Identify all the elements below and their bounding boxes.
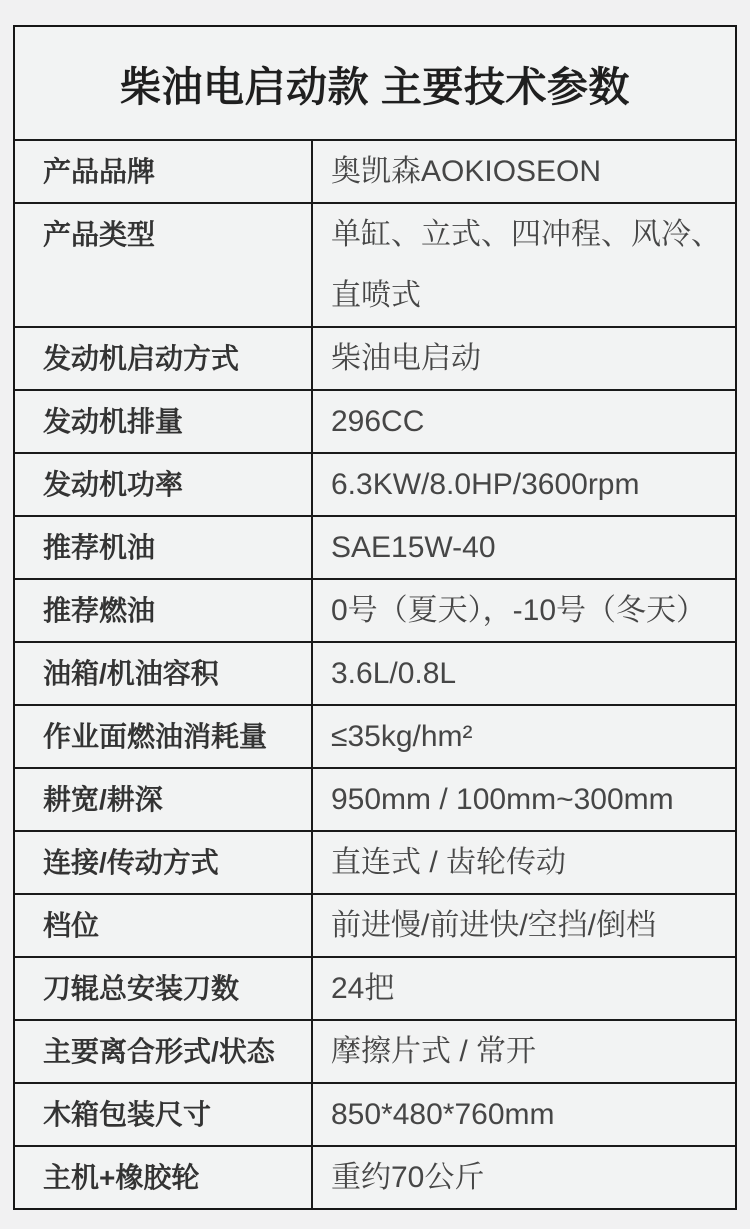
table-row bbox=[15, 578, 735, 641]
spec-rows bbox=[15, 139, 735, 1208]
spec-value: 3.6L/0.8L bbox=[331, 657, 457, 690]
spec-value: 直连式 / 齿轮传动 bbox=[331, 846, 567, 879]
spec-label: 发动机启动方式 bbox=[15, 328, 313, 389]
spec-label: 产品品牌 bbox=[15, 141, 313, 202]
spec-value: 850*480*760mm bbox=[331, 1098, 555, 1131]
spec-label: 产品类型 bbox=[15, 204, 313, 326]
spec-label: 发动机功率 bbox=[15, 454, 313, 515]
spec-label: 发动机排量 bbox=[15, 391, 313, 452]
table-row bbox=[15, 893, 735, 956]
spec-table bbox=[13, 25, 737, 1210]
table-row bbox=[15, 1019, 735, 1082]
spec-value: 950mm / 100mm~300mm bbox=[331, 783, 674, 816]
spec-value: 0号（夏天），-10号（冬天） bbox=[331, 594, 707, 627]
spec-label: 连接/传动方式 bbox=[15, 832, 313, 893]
table-row bbox=[15, 326, 735, 389]
spec-label: 推荐机油 bbox=[15, 517, 313, 578]
table-row bbox=[15, 956, 735, 1019]
spec-label: 主要离合形式/状态 bbox=[15, 1021, 313, 1082]
spec-label: 油箱/机油容积 bbox=[15, 643, 313, 704]
table-row bbox=[15, 641, 735, 704]
table-row bbox=[15, 1082, 735, 1145]
spec-label: 推荐燃油 bbox=[15, 580, 313, 641]
spec-label: 作业面燃油消耗量 bbox=[15, 706, 313, 767]
table-row bbox=[15, 515, 735, 578]
spec-value: ≤35kg/hm² bbox=[331, 720, 473, 753]
table-row bbox=[15, 139, 735, 202]
table-row bbox=[15, 704, 735, 767]
spec-label: 木箱包装尺寸 bbox=[15, 1084, 313, 1145]
table-row bbox=[15, 389, 735, 452]
spec-value: 重约70公斤 bbox=[331, 1161, 485, 1194]
spec-label: 耕宽/耕深 bbox=[15, 769, 313, 830]
spec-value: 摩擦片式 / 常开 bbox=[331, 1035, 537, 1068]
page-title: 柴油电启动款 主要技术参数 bbox=[120, 63, 630, 110]
table-row bbox=[15, 830, 735, 893]
spec-value: 单缸、立式、四冲程、风冷、直喷式 bbox=[331, 218, 721, 312]
spec-value: 296CC bbox=[331, 405, 425, 438]
spec-label: 档位 bbox=[15, 895, 313, 956]
table-row bbox=[15, 1145, 735, 1208]
spec-value: 6.3KW/8.0HP/3600rpm bbox=[331, 468, 640, 501]
table-row bbox=[15, 767, 735, 830]
table-row bbox=[15, 202, 735, 326]
spec-label: 主机+橡胶轮 bbox=[15, 1147, 313, 1208]
spec-value: 24把 bbox=[331, 972, 395, 1005]
spec-value: 前进慢/前进快/空挡/倒档 bbox=[331, 909, 657, 942]
table-row bbox=[15, 452, 735, 515]
spec-value: 柴油电启动 bbox=[331, 342, 481, 375]
spec-value: 奥凯森AOKIOSEON bbox=[331, 155, 602, 188]
spec-value: SAE15W-40 bbox=[331, 531, 496, 564]
spec-label: 刀辊总安装刀数 bbox=[15, 958, 313, 1019]
